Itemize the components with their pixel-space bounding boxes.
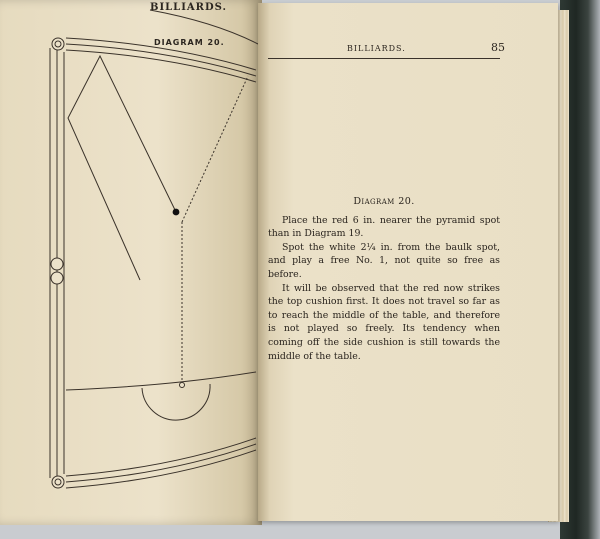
dotted-path-up (182, 76, 248, 222)
baulk-d (142, 384, 210, 420)
page-text (268, 195, 500, 363)
baulk-spot (180, 383, 185, 388)
middle-pocket-lower (51, 272, 63, 284)
middle-pocket-upper (51, 258, 63, 270)
paragraph-3: It will be observed that the red now strikes the top cushion first. It does not travel so far as to reach the middle of the table, and therefore is not played so freely. Its tendency when coming off the side cushion is still towards the middle of the table. (268, 282, 500, 362)
left-page (0, 0, 262, 525)
baulk-line (66, 372, 256, 390)
paragraph-2: Spot the white 2¼ in. from the baulk spot, and play a free No. 1, not quite so free as before. (268, 241, 500, 280)
diagram-label: DIAGRAM 20. (154, 38, 225, 47)
red-ball (173, 209, 180, 216)
page-number: 85 (491, 41, 505, 54)
left-running-head: BILLIARDS. (150, 2, 227, 13)
ball-path (68, 56, 176, 280)
section-heading: Diagram 20. (353, 196, 415, 207)
header-rule (268, 58, 500, 59)
billiard-table-diagram (0, 0, 262, 525)
paragraph-1: Place the red 6 in. nearer the pyramid spot than in Diagram 19. (268, 214, 500, 240)
right-running-head: BILLIARDS. (347, 44, 406, 53)
